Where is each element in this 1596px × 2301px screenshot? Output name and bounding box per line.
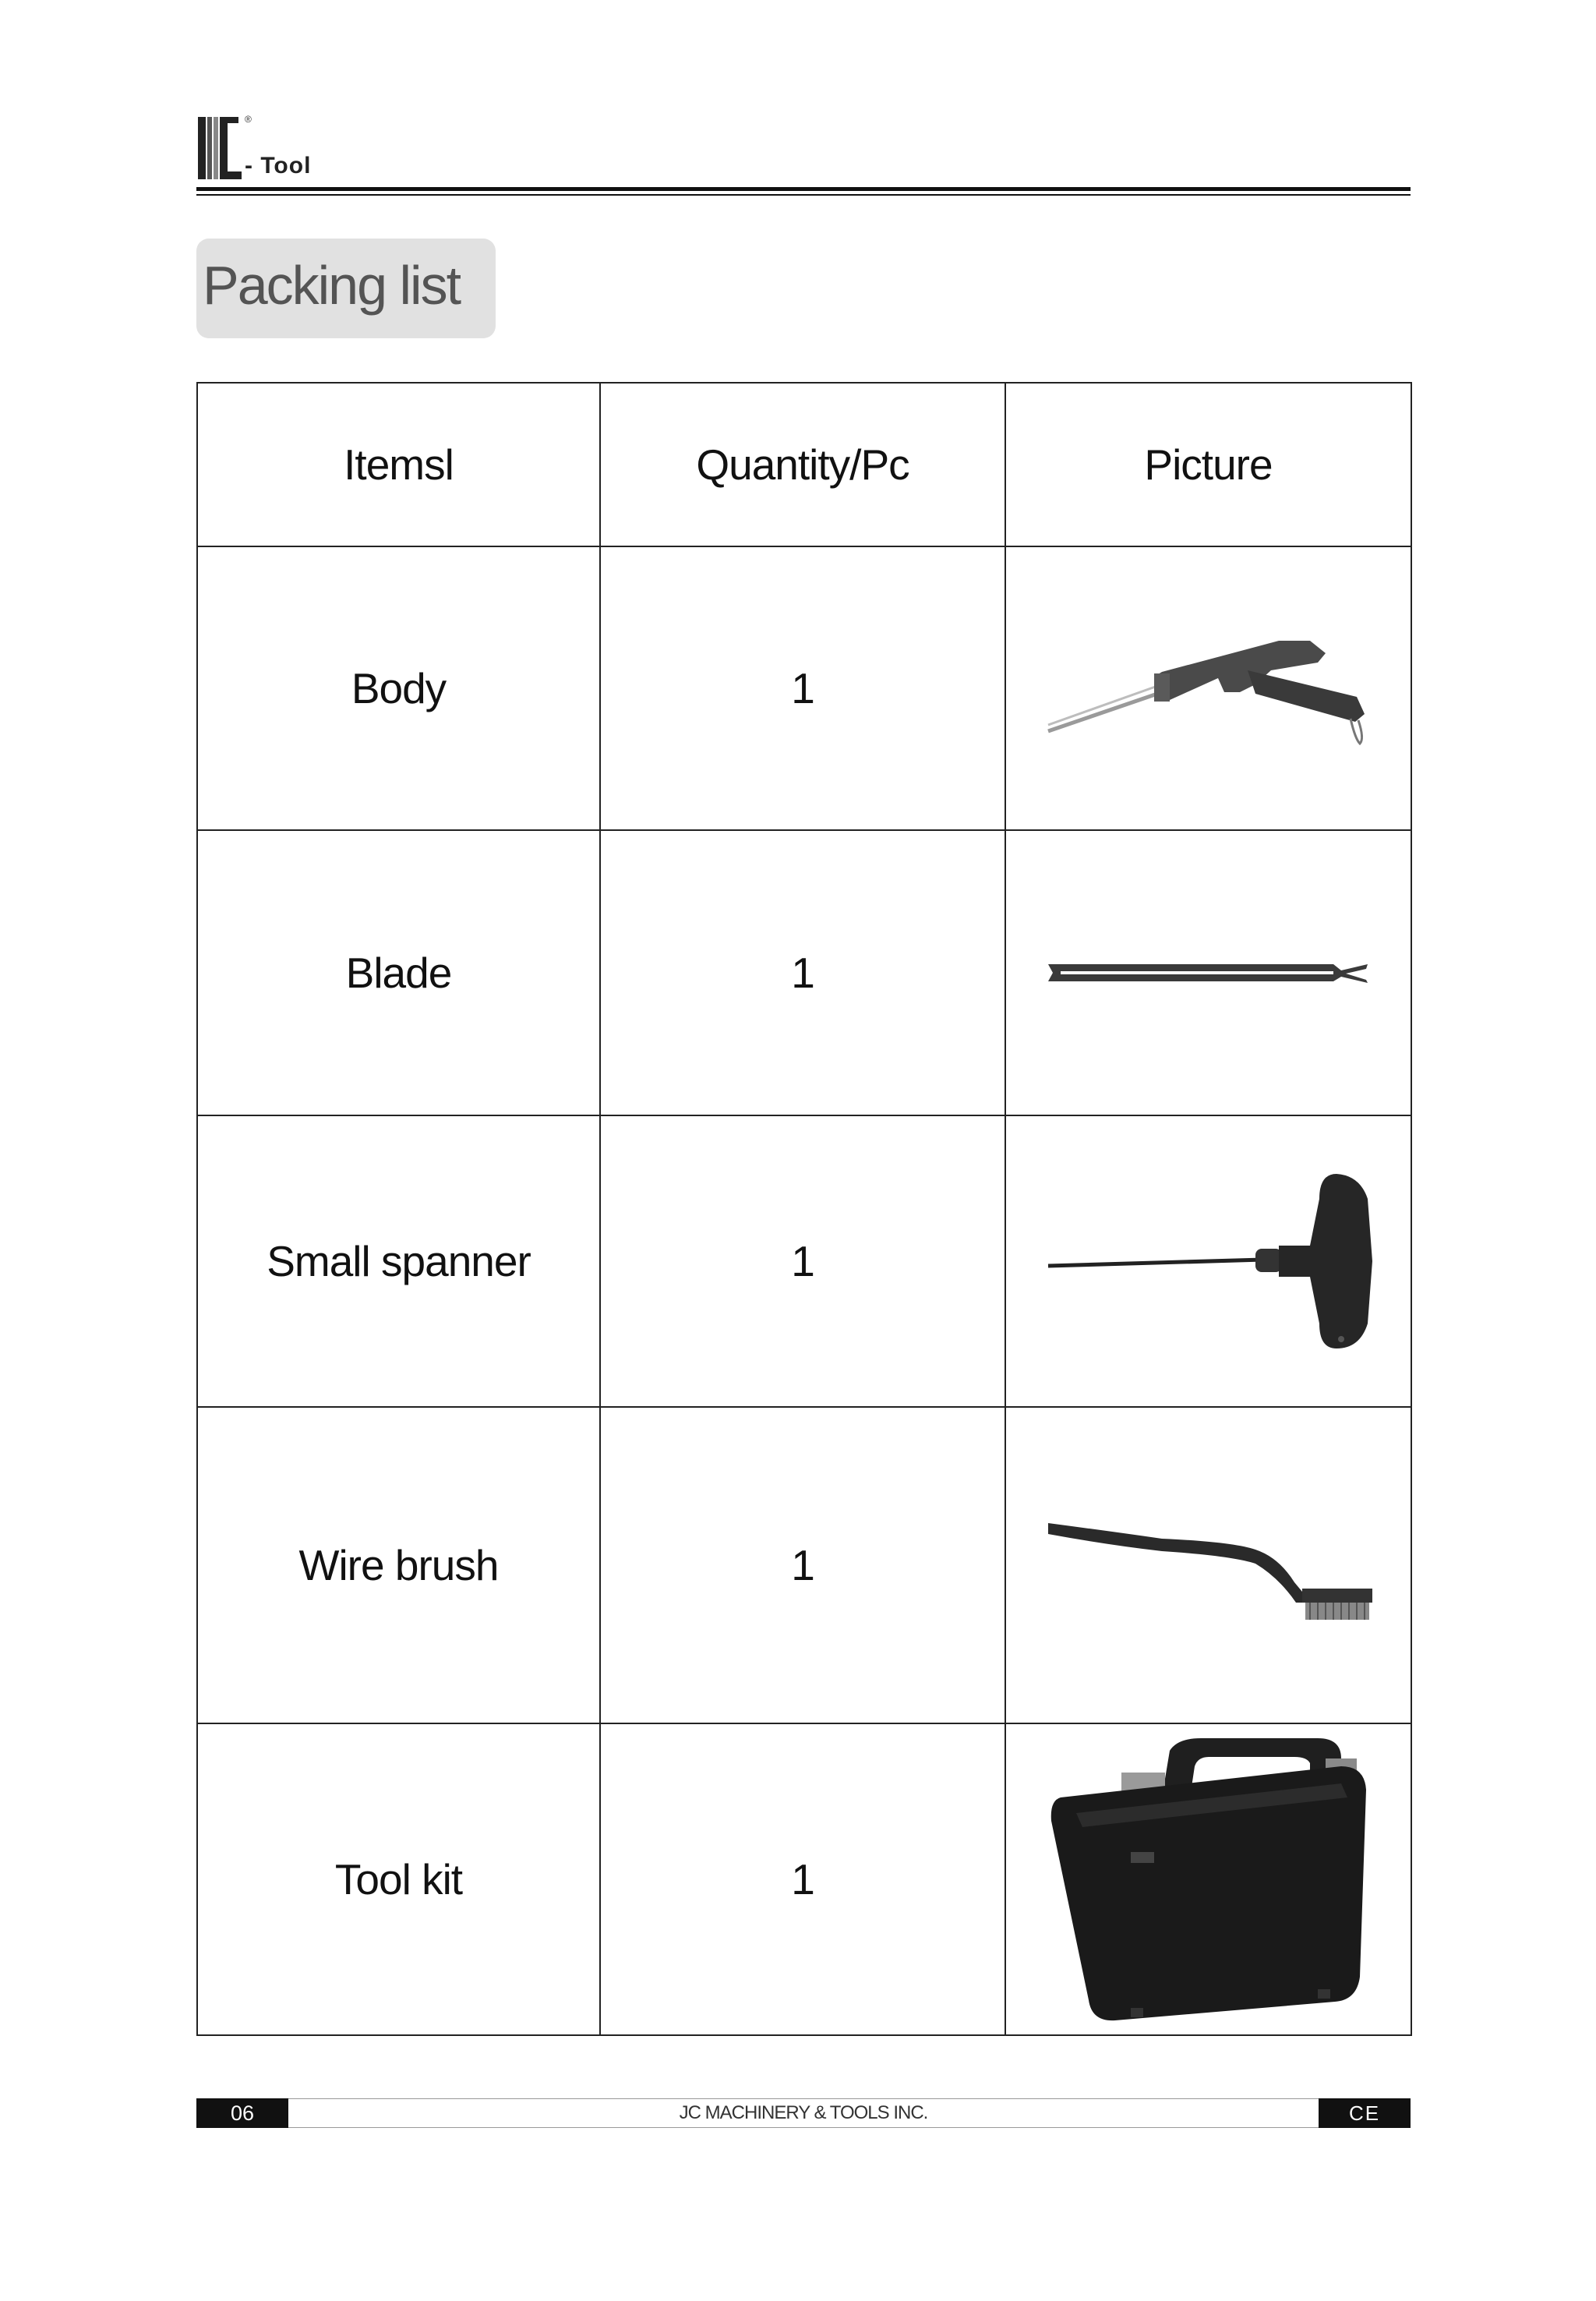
hot-knife-cutter-icon [1045,622,1372,755]
item-quantity: 1 [600,1723,1005,2035]
item-name: Small spanner [197,1115,600,1407]
registered-mark: ® [245,114,252,125]
t-handle-spanner-icon [1045,1168,1372,1355]
item-name: Wire brush [197,1407,600,1723]
cutting-blade-icon [1045,953,1372,992]
table-header-row [197,383,1411,546]
item-picture [1005,1115,1411,1407]
logo-suffix-text: - Tool [245,153,312,178]
item-name: Blade [197,830,600,1115]
item-picture [1005,830,1411,1115]
item-name: Body [197,546,600,830]
wire-brush-icon [1045,1511,1372,1620]
table-row [197,830,1411,1115]
page-footer [196,2098,1411,2128]
table-row [197,1115,1411,1407]
table-row [197,546,1411,830]
jc-logo-mark-icon [196,114,243,182]
item-name: Tool kit [197,1723,600,2035]
item-quantity: 1 [600,830,1005,1115]
item-quantity: 1 [600,1115,1005,1407]
item-picture [1005,1407,1411,1723]
item-picture [1005,546,1411,830]
packing-list-table [196,382,1412,2036]
item-picture [1005,1723,1411,2035]
tool-case-icon [1045,1735,1372,2024]
item-quantity: 1 [600,546,1005,830]
footer-company-name: JC MACHINERY & TOOLS INC. [679,2102,928,2123]
table-row [197,1407,1411,1723]
header-picture: Picture [1005,383,1411,546]
header-quantity: Quantity/Pc [600,383,1005,546]
section-title: Packing list [203,255,461,316]
section-title-box [196,239,496,338]
company-logo [196,114,313,184]
header-items: Itemsl [197,383,600,546]
ce-mark: CE [1319,2098,1411,2128]
table-row [197,1723,1411,2035]
item-quantity: 1 [600,1407,1005,1723]
header-rule-thin [196,194,1411,196]
page-number: 06 [196,2098,288,2128]
header-rule [196,187,1411,191]
